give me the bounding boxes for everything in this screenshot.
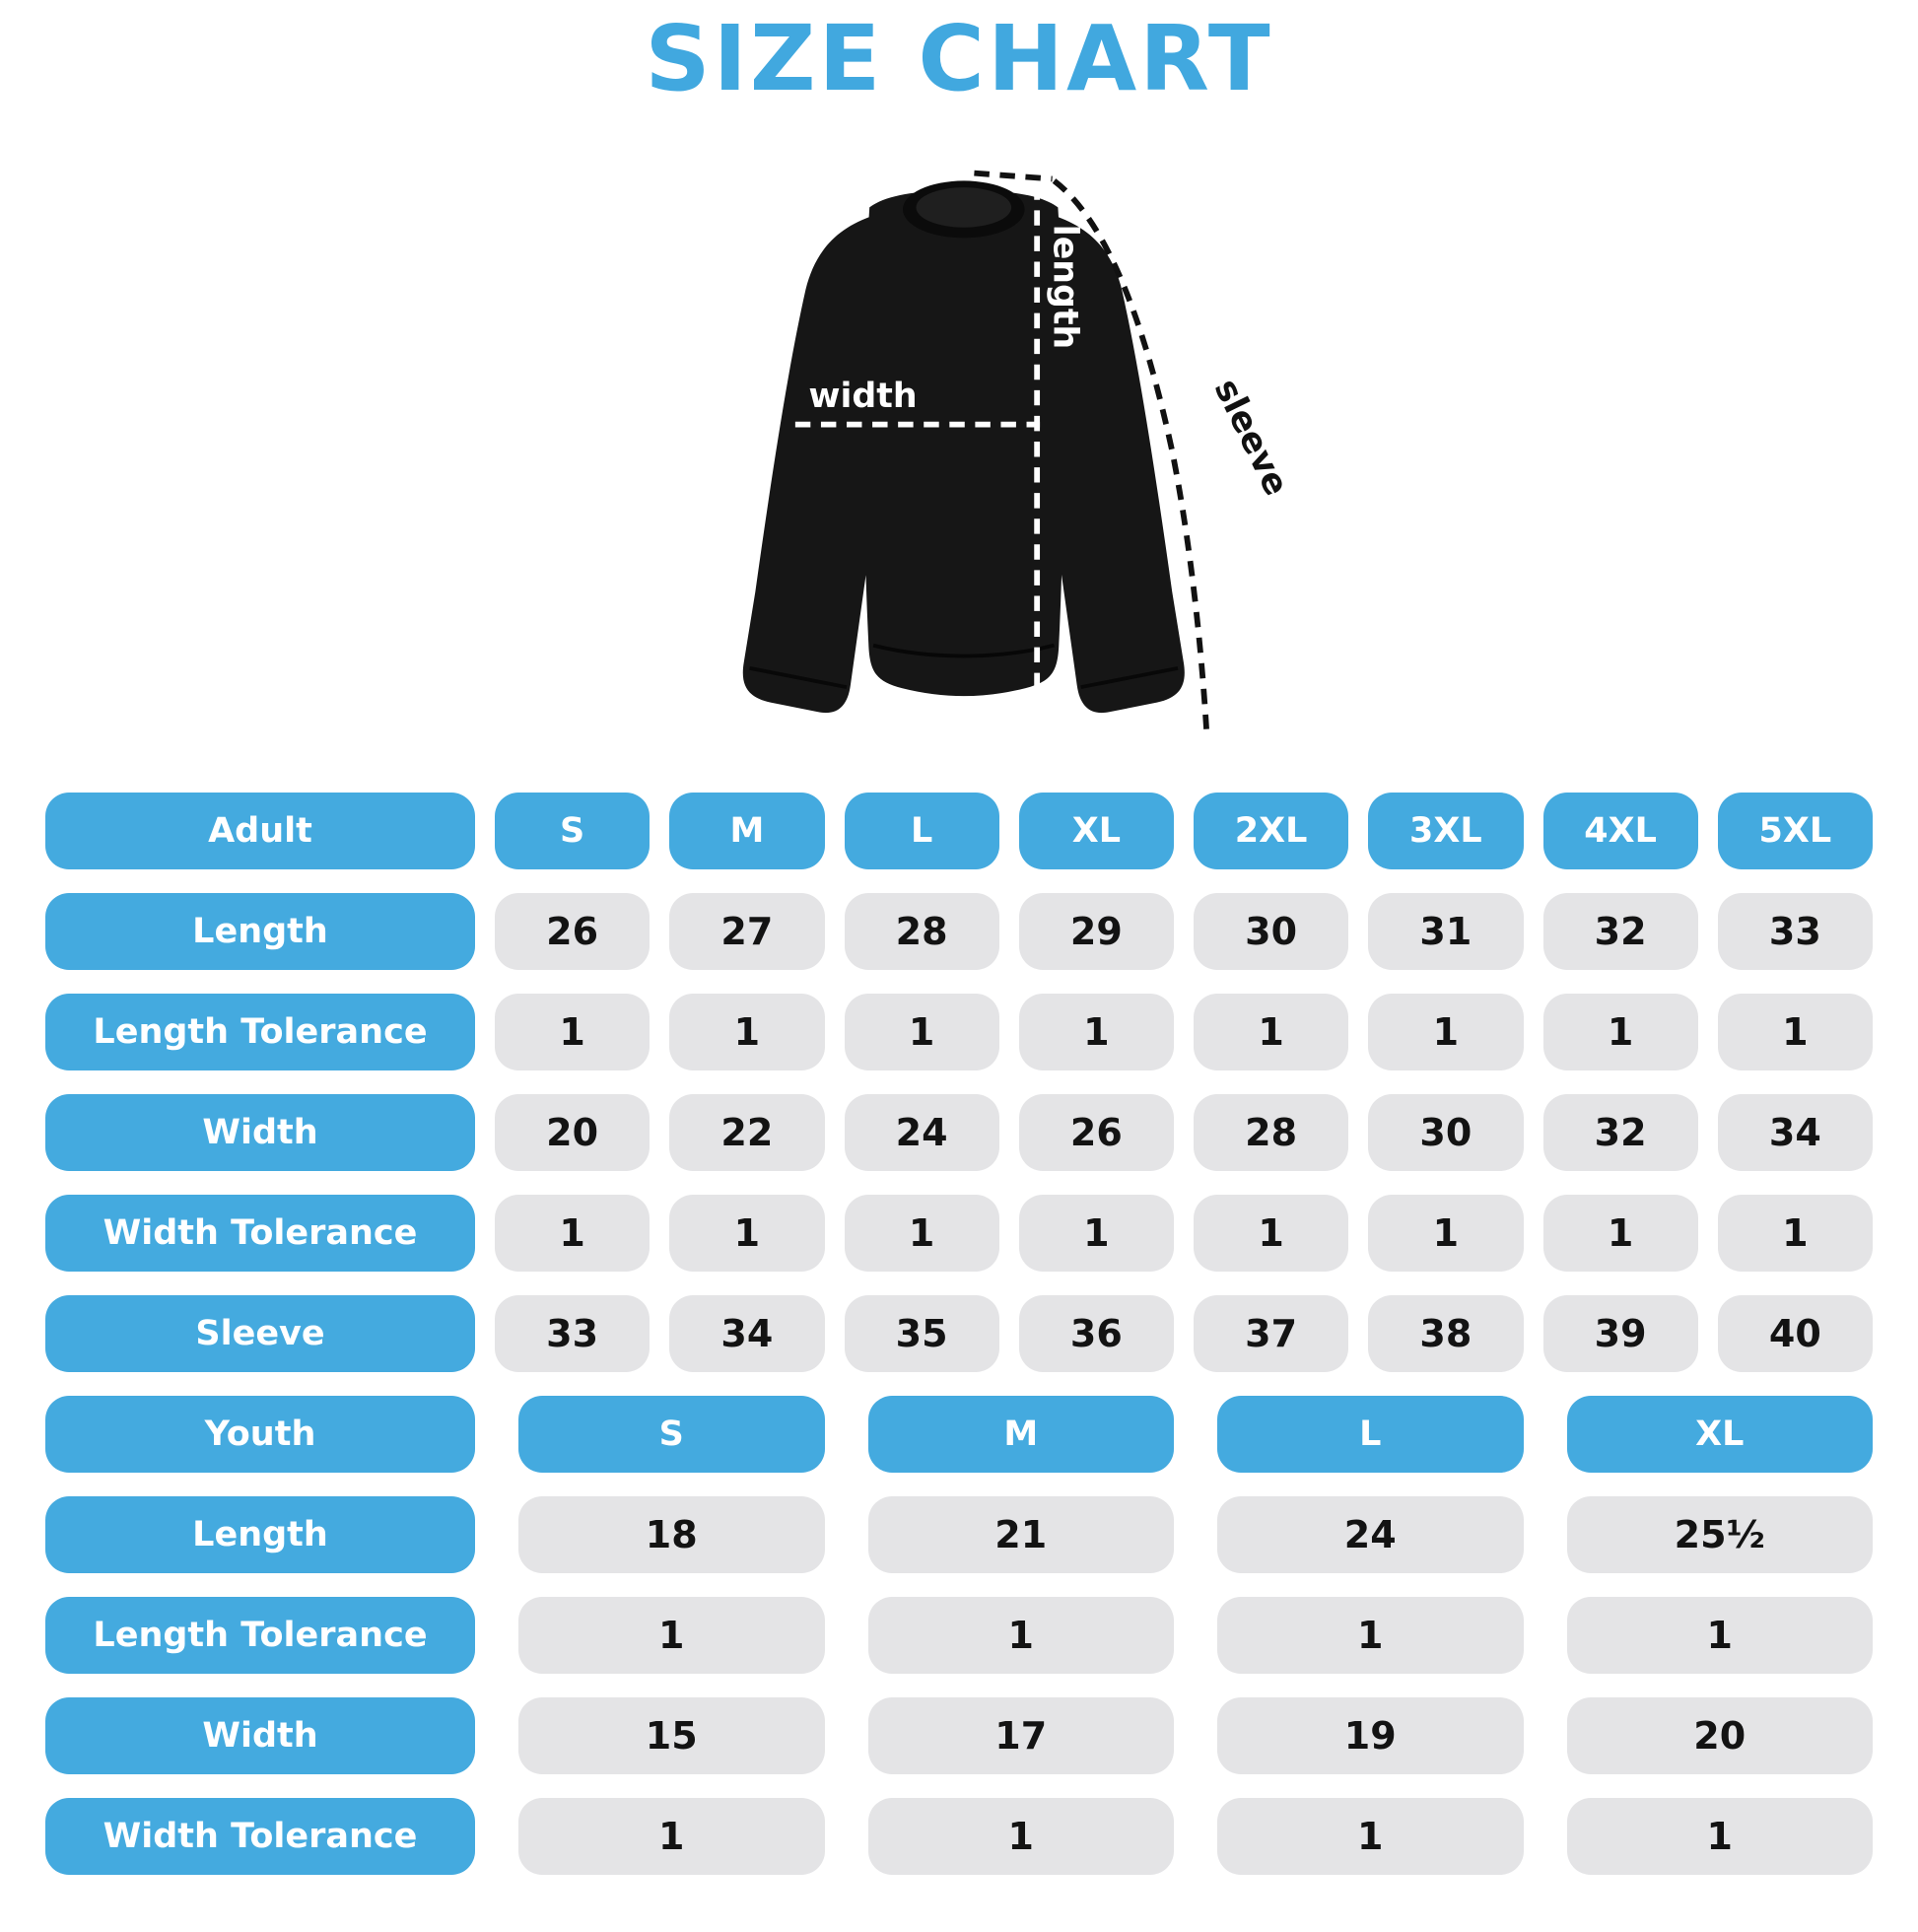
- table-row: [45, 1496, 1873, 1573]
- row-label-pill: Width Tolerance: [45, 1195, 475, 1272]
- column-header-pill: S: [495, 793, 650, 869]
- sleeve-label: sleeve: [1205, 373, 1296, 503]
- row-label-pill: Length Tolerance: [45, 1597, 475, 1674]
- value-cell: 21: [868, 1496, 1175, 1573]
- value-cell: 31: [1368, 893, 1523, 970]
- column-header-pill: M: [669, 793, 824, 869]
- shoulder-ref-line: [974, 173, 1052, 179]
- value-cell: 1: [1543, 1195, 1698, 1272]
- value-cell: 1: [495, 1195, 650, 1272]
- adult-size-table: [45, 793, 1873, 1372]
- column-header-pill: 5XL: [1718, 793, 1873, 869]
- value-cell: 34: [669, 1295, 824, 1372]
- column-header-pill: L: [845, 793, 999, 869]
- value-cell: 1: [518, 1597, 825, 1674]
- value-cell: 15: [518, 1697, 825, 1774]
- row-label-pill: Width: [45, 1094, 475, 1171]
- value-cell: 17: [868, 1697, 1175, 1774]
- value-cell: 1: [1019, 994, 1174, 1070]
- column-header-pill: 3XL: [1368, 793, 1523, 869]
- width-label: width: [808, 377, 918, 417]
- value-cell: 1: [1217, 1798, 1524, 1875]
- table-row: [45, 1798, 1873, 1875]
- table-row: [45, 893, 1873, 970]
- value-cell: 1: [868, 1798, 1175, 1875]
- page-title: SIZE CHART: [645, 6, 1273, 111]
- value-cell: 26: [1019, 1094, 1174, 1171]
- value-cell: 40: [1718, 1295, 1873, 1372]
- value-cell: 26: [495, 893, 650, 970]
- column-header-pill: 4XL: [1543, 793, 1698, 869]
- table-title-pill: Adult: [45, 793, 475, 869]
- column-header-pill: L: [1217, 1396, 1524, 1473]
- value-cell: 28: [1194, 1094, 1348, 1171]
- value-cell: 24: [845, 1094, 999, 1171]
- table-row: [45, 1195, 1873, 1272]
- row-label-pill: Width Tolerance: [45, 1798, 475, 1875]
- value-cell: 1: [1194, 994, 1348, 1070]
- row-label-pill: Width: [45, 1697, 475, 1774]
- table-row: [45, 1094, 1873, 1171]
- value-cell: 32: [1543, 1094, 1698, 1171]
- value-cell: 1: [495, 994, 650, 1070]
- value-cell: 34: [1718, 1094, 1873, 1171]
- row-label-pill: Sleeve: [45, 1295, 475, 1372]
- value-cell: 30: [1368, 1094, 1523, 1171]
- length-label: length: [1045, 224, 1085, 350]
- garment-figure: [0, 108, 1918, 775]
- value-cell: 1: [868, 1597, 1175, 1674]
- value-cell: 1: [845, 994, 999, 1070]
- value-cell: 19: [1217, 1697, 1524, 1774]
- sweatshirt-diagram: [597, 108, 1321, 775]
- value-cell: 1: [1567, 1597, 1874, 1674]
- value-cell: 39: [1543, 1295, 1698, 1372]
- value-cell: 28: [845, 893, 999, 970]
- value-cell: 24: [1217, 1496, 1524, 1573]
- table-row: [45, 1697, 1873, 1774]
- column-header-pill: XL: [1019, 793, 1174, 869]
- value-cell: 32: [1543, 893, 1698, 970]
- value-cell: 30: [1194, 893, 1348, 970]
- value-cell: 1: [1368, 1195, 1523, 1272]
- table-row: [45, 1597, 1873, 1674]
- value-cell: 1: [1368, 994, 1523, 1070]
- value-cell: 1: [1019, 1195, 1174, 1272]
- youth-size-table: [45, 1396, 1873, 1875]
- value-cell: 1: [1567, 1798, 1874, 1875]
- value-cell: 1: [1217, 1597, 1524, 1674]
- size-tables: [0, 793, 1918, 1875]
- column-header-pill: S: [518, 1396, 825, 1473]
- value-cell: 22: [669, 1094, 824, 1171]
- value-cell: 1: [1194, 1195, 1348, 1272]
- value-cell: 1: [1543, 994, 1698, 1070]
- value-cell: 25½: [1567, 1496, 1874, 1573]
- header-row: [45, 793, 1873, 869]
- value-cell: 18: [518, 1496, 825, 1573]
- column-header-pill: 2XL: [1194, 793, 1348, 869]
- value-cell: 27: [669, 893, 824, 970]
- value-cell: 38: [1368, 1295, 1523, 1372]
- value-cell: 33: [495, 1295, 650, 1372]
- row-label-pill: Length: [45, 893, 475, 970]
- value-cell: 20: [495, 1094, 650, 1171]
- value-cell: 1: [845, 1195, 999, 1272]
- column-header-pill: M: [868, 1396, 1175, 1473]
- value-cell: 29: [1019, 893, 1174, 970]
- row-label-pill: Length: [45, 1496, 475, 1573]
- value-cell: 36: [1019, 1295, 1174, 1372]
- table-title-pill: Youth: [45, 1396, 475, 1473]
- column-header-pill: XL: [1567, 1396, 1874, 1473]
- header-row: [45, 1396, 1873, 1473]
- body-panel: [863, 190, 1063, 696]
- table-row: [45, 1295, 1873, 1372]
- value-cell: 37: [1194, 1295, 1348, 1372]
- value-cell: 1: [1718, 994, 1873, 1070]
- value-cell: 35: [845, 1295, 999, 1372]
- value-cell: 1: [1718, 1195, 1873, 1272]
- collar-opening: [917, 187, 1012, 228]
- left-sleeve: [743, 215, 881, 713]
- value-cell: 1: [669, 1195, 824, 1272]
- row-label-pill: Length Tolerance: [45, 994, 475, 1070]
- value-cell: 1: [518, 1798, 825, 1875]
- value-cell: 20: [1567, 1697, 1874, 1774]
- value-cell: 33: [1718, 893, 1873, 970]
- value-cell: 1: [669, 994, 824, 1070]
- table-row: [45, 994, 1873, 1070]
